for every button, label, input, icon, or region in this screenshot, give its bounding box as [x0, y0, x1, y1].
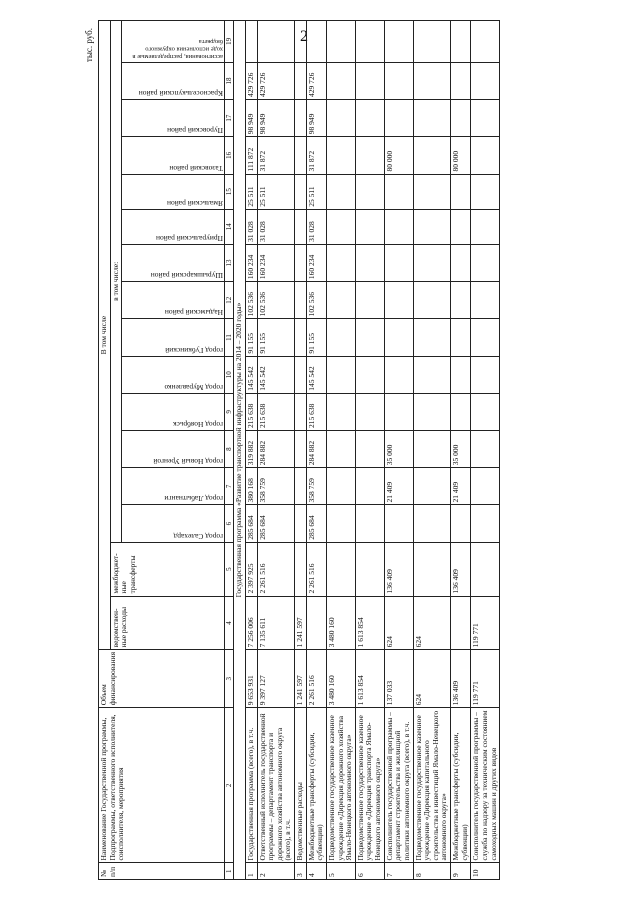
- header-departmental: ведомствен-ные расходы: [110, 596, 225, 650]
- table-body: [225, 21, 500, 880]
- units-label: тыс. руб.: [84, 28, 94, 63]
- row-name: Ведомственные расходы: [295, 708, 307, 863]
- table-row: [471, 21, 500, 880]
- row-value: 91 155: [306, 319, 326, 356]
- row-value: [355, 356, 384, 393]
- row-value: [451, 100, 471, 137]
- header-district: ассигнования, распределяемые в ходе исполнения окружного бюджета: [122, 21, 225, 63]
- row-value: [355, 100, 384, 137]
- row-value: [384, 244, 413, 281]
- row-number: 5: [326, 863, 355, 880]
- row-value: [471, 542, 500, 596]
- column-index: 18: [225, 62, 234, 99]
- row-value: [326, 282, 355, 319]
- column-index: 13: [225, 244, 234, 281]
- row-value: 80 000: [384, 137, 413, 174]
- row-value: [471, 505, 500, 542]
- row-value: 35 000: [451, 431, 471, 468]
- table-row: [355, 21, 384, 880]
- row-value: [326, 100, 355, 137]
- row-value: [295, 393, 307, 430]
- row-value: [384, 393, 413, 430]
- header-district: город Губкинский: [122, 319, 225, 356]
- row-value: [413, 62, 451, 99]
- row-name: Ответственный исполнитель государственной программы – департамент транспорта и дорожного хозяйства автономного округа (всего), в т.ч.: [257, 708, 295, 863]
- row-value: [355, 21, 384, 63]
- row-value: [355, 319, 384, 356]
- row-value: 160 234: [257, 244, 295, 281]
- row-value: 429 726: [306, 62, 326, 99]
- table-row: [295, 21, 307, 880]
- row-value: [326, 209, 355, 244]
- row-value: [245, 21, 257, 63]
- row-value: 160 234: [306, 244, 326, 281]
- row-value: [295, 431, 307, 468]
- row-value: [257, 21, 295, 63]
- row-value: [326, 174, 355, 209]
- row-value: 3 480 160: [326, 650, 355, 708]
- row-value: [326, 393, 355, 430]
- column-index: 12: [225, 282, 234, 319]
- column-index: 9: [225, 393, 234, 430]
- row-value: [384, 100, 413, 137]
- row-value: [355, 282, 384, 319]
- row-value: [306, 21, 326, 63]
- row-value: [413, 505, 451, 542]
- row-value: [295, 282, 307, 319]
- row-value: [451, 174, 471, 209]
- row-value: 98 949: [257, 100, 295, 137]
- row-value: [413, 393, 451, 430]
- row-number: 9: [451, 863, 471, 880]
- row-value: [471, 356, 500, 393]
- row-value: [326, 468, 355, 505]
- row-value: 380 168: [245, 468, 257, 505]
- row-value: [384, 319, 413, 356]
- row-value: [295, 137, 307, 174]
- row-number: 8: [413, 863, 451, 880]
- row-value: 1 241 597: [295, 596, 307, 650]
- row-value: [413, 137, 451, 174]
- header-district: Пуровский район: [122, 100, 225, 137]
- row-value: 215 638: [245, 393, 257, 430]
- row-value: 145 542: [257, 356, 295, 393]
- section-title: Государственная программа «Развитие транспортной инфраструктуры на 2014 – 2020 годы»: [234, 21, 246, 880]
- row-value: [471, 393, 500, 430]
- row-value: 215 638: [257, 393, 295, 430]
- row-value: 7 256 006: [245, 596, 257, 650]
- header-name: Наименование Государственной программы, Подпрограммы, ответственного исполнителя, соисполнителя, мероприятия: [99, 708, 225, 863]
- row-value: [355, 137, 384, 174]
- row-value: [326, 431, 355, 468]
- row-value: [471, 209, 500, 244]
- row-number: 1: [245, 863, 257, 880]
- header-district: Ямальский район: [122, 174, 225, 209]
- row-value: 31 028: [306, 209, 326, 244]
- row-value: [471, 319, 500, 356]
- row-value: [413, 468, 451, 505]
- row-value: 429 726: [245, 62, 257, 99]
- row-value: 3 480 160: [326, 596, 355, 650]
- row-value: 102 536: [257, 282, 295, 319]
- row-value: 98 949: [306, 100, 326, 137]
- rotated-table-page: [84, 20, 572, 880]
- row-value: 35 000: [384, 431, 413, 468]
- row-value: 91 155: [257, 319, 295, 356]
- row-value: [295, 505, 307, 542]
- row-value: 111 872: [245, 137, 257, 174]
- row-value: [413, 209, 451, 244]
- row-value: 285 684: [306, 505, 326, 542]
- row-number: 6: [355, 863, 384, 880]
- row-value: [355, 244, 384, 281]
- row-value: 2 397 925: [245, 542, 257, 596]
- column-index: 16: [225, 137, 234, 174]
- row-value: 21 409: [451, 468, 471, 505]
- row-name: Соисполнитель государственной программы – служба по надзору за техническим состоянием самоходных машин и других видов: [471, 708, 500, 863]
- row-value: [451, 209, 471, 244]
- row-value: 284 882: [257, 431, 295, 468]
- row-value: 80 000: [451, 137, 471, 174]
- row-value: [295, 468, 307, 505]
- column-index: 17: [225, 100, 234, 137]
- column-index: 5: [225, 542, 234, 596]
- header-district: город Ноябрьск: [122, 393, 225, 430]
- row-name: Межбюджетные трансферты (субсидии, субвенции): [451, 708, 471, 863]
- row-value: [384, 505, 413, 542]
- row-value: [295, 319, 307, 356]
- row-value: 9 653 931: [245, 650, 257, 708]
- row-value: 215 638: [306, 393, 326, 430]
- table-row: [306, 21, 326, 880]
- row-value: [326, 542, 355, 596]
- table-row: [384, 21, 413, 880]
- row-value: [413, 174, 451, 209]
- row-value: [471, 100, 500, 137]
- row-name: Подведомственное государственное казенное учреждение «Дирекция капитального строительства и инвестиций Ямало-Ненецкого автономного округа»: [413, 708, 451, 863]
- row-number: 3: [295, 863, 307, 880]
- row-value: [451, 62, 471, 99]
- row-value: [355, 431, 384, 468]
- row-name: Подведомственное государственное казенное учреждение «Дирекция транспорта Ямало-Ненецкого автономного округа»: [355, 708, 384, 863]
- row-value: [295, 209, 307, 244]
- row-value: 21 409: [384, 468, 413, 505]
- row-value: [355, 393, 384, 430]
- row-number: 7: [384, 863, 413, 880]
- row-value: 2 261 516: [257, 542, 295, 596]
- header-interbudget: межбюджет-ные трансферты: [110, 542, 225, 596]
- row-value: [326, 505, 355, 542]
- row-value: [451, 596, 471, 650]
- column-index: 19: [225, 21, 234, 63]
- row-value: 136 409: [384, 542, 413, 596]
- row-value: [471, 244, 500, 281]
- row-name: Подведомственное государственное казенное учреждение «Дирекция дорожного хозяйства Ямало-Ненецкого автономного округа»: [326, 708, 355, 863]
- row-value: [384, 21, 413, 63]
- row-value: 1 613 854: [355, 650, 384, 708]
- row-value: [471, 174, 500, 209]
- row-value: [326, 319, 355, 356]
- row-value: 624: [413, 650, 451, 708]
- row-value: 2 261 516: [306, 542, 326, 596]
- header-volume: Объем финансирования: [99, 650, 225, 708]
- row-value: [295, 100, 307, 137]
- row-value: [471, 468, 500, 505]
- row-value: 31 028: [257, 209, 295, 244]
- column-index: 2: [225, 708, 234, 863]
- row-value: 25 511: [306, 174, 326, 209]
- header-district: город Новый Уренгой: [122, 431, 225, 468]
- row-value: [326, 137, 355, 174]
- row-value: [471, 21, 500, 63]
- row-value: [451, 393, 471, 430]
- table-row: [326, 21, 355, 880]
- row-name: Государственная программа (всего), в т.ч.: [245, 708, 257, 863]
- row-value: 319 882: [245, 431, 257, 468]
- row-value: [471, 282, 500, 319]
- row-value: [413, 431, 451, 468]
- row-value: [471, 137, 500, 174]
- row-value: 9 397 127: [257, 650, 295, 708]
- row-value: [384, 174, 413, 209]
- row-value: 102 536: [306, 282, 326, 319]
- row-value: 136 409: [451, 542, 471, 596]
- header-district: Приуральский район: [122, 209, 225, 244]
- column-index-row: [225, 21, 234, 880]
- row-value: [451, 356, 471, 393]
- row-value: 31 872: [257, 137, 295, 174]
- row-value: [413, 282, 451, 319]
- row-value: 119 771: [471, 650, 500, 708]
- row-value: 145 542: [245, 356, 257, 393]
- table-row: [451, 21, 471, 880]
- row-value: 25 511: [257, 174, 295, 209]
- header-district: город Муравленко: [122, 356, 225, 393]
- column-index: 14: [225, 209, 234, 244]
- row-value: 358 759: [257, 468, 295, 505]
- row-value: 2 261 516: [306, 650, 326, 708]
- row-number: 2: [257, 863, 295, 880]
- row-name: Соисполнитель государственной программы – департамент строительства и жилищной политики автономного округа (всего), в т.ч.: [384, 708, 413, 863]
- row-value: [355, 468, 384, 505]
- row-value: 145 542: [306, 356, 326, 393]
- row-value: [306, 596, 326, 650]
- row-value: [295, 356, 307, 393]
- row-value: [355, 209, 384, 244]
- row-value: 91 155: [245, 319, 257, 356]
- row-value: [384, 282, 413, 319]
- column-index: 1: [225, 863, 234, 880]
- row-number: 4: [306, 863, 326, 880]
- row-value: 102 536: [245, 282, 257, 319]
- header-district: Шурышкарский район: [122, 244, 225, 281]
- row-value: [451, 244, 471, 281]
- table-row: [257, 21, 295, 880]
- row-value: 358 759: [306, 468, 326, 505]
- column-index: 3: [225, 650, 234, 708]
- row-value: 624: [384, 596, 413, 650]
- row-value: [295, 542, 307, 596]
- row-value: [295, 244, 307, 281]
- row-value: [384, 209, 413, 244]
- row-number: 10: [471, 863, 500, 880]
- row-value: [413, 542, 451, 596]
- row-value: [451, 319, 471, 356]
- row-value: [355, 62, 384, 99]
- row-value: [326, 244, 355, 281]
- header-district: Красноселькупский район: [122, 62, 225, 99]
- row-value: [413, 356, 451, 393]
- row-value: 160 234: [245, 244, 257, 281]
- row-value: [355, 174, 384, 209]
- header-district: Надымский район: [122, 282, 225, 319]
- row-value: [384, 356, 413, 393]
- row-value: [451, 505, 471, 542]
- row-value: 624: [413, 596, 451, 650]
- row-value: [413, 21, 451, 63]
- row-value: 7 135 611: [257, 596, 295, 650]
- row-value: [326, 62, 355, 99]
- row-value: [471, 62, 500, 99]
- row-value: [384, 62, 413, 99]
- row-value: 429 726: [257, 62, 295, 99]
- column-index: 10: [225, 356, 234, 393]
- row-value: [326, 356, 355, 393]
- row-value: 285 684: [257, 505, 295, 542]
- column-index: 6: [225, 505, 234, 542]
- row-value: 1 241 597: [295, 650, 307, 708]
- header-district: город Лабытнанги: [122, 468, 225, 505]
- row-value: 284 882: [306, 431, 326, 468]
- row-value: [355, 542, 384, 596]
- budget-table: [98, 20, 500, 880]
- row-value: [413, 100, 451, 137]
- table-row: [413, 21, 451, 880]
- column-index: 8: [225, 431, 234, 468]
- row-value: 137 033: [384, 650, 413, 708]
- row-value: [295, 62, 307, 99]
- row-name: Межбюджетные трансферты (субсидии, субвенции): [306, 708, 326, 863]
- row-value: 31 028: [245, 209, 257, 244]
- header-in-that-number-2: в том числе:: [110, 21, 122, 543]
- row-value: 31 872: [306, 137, 326, 174]
- header-in-that-number: В том числе: [99, 21, 111, 650]
- row-value: 285 684: [245, 505, 257, 542]
- table-row: [245, 21, 257, 880]
- row-value: [295, 174, 307, 209]
- row-value: 1 613 854: [355, 596, 384, 650]
- page-number: 2: [300, 28, 308, 45]
- row-value: 98 949: [245, 100, 257, 137]
- column-index: 4: [225, 596, 234, 650]
- section-row: [234, 21, 246, 880]
- row-value: [355, 505, 384, 542]
- header-district: город Салехард: [122, 505, 225, 542]
- row-value: 25 511: [245, 174, 257, 209]
- row-value: [413, 319, 451, 356]
- column-index: 7: [225, 468, 234, 505]
- row-value: [295, 21, 307, 63]
- row-value: [451, 21, 471, 63]
- row-value: 136 409: [451, 650, 471, 708]
- row-value: [451, 282, 471, 319]
- header-district: Тазовский район: [122, 137, 225, 174]
- row-value: [326, 21, 355, 63]
- row-value: [471, 431, 500, 468]
- row-value: 119 771: [471, 596, 500, 650]
- column-index: 15: [225, 174, 234, 209]
- column-index: 11: [225, 319, 234, 356]
- row-value: [413, 244, 451, 281]
- header-no: № п/п: [99, 863, 225, 880]
